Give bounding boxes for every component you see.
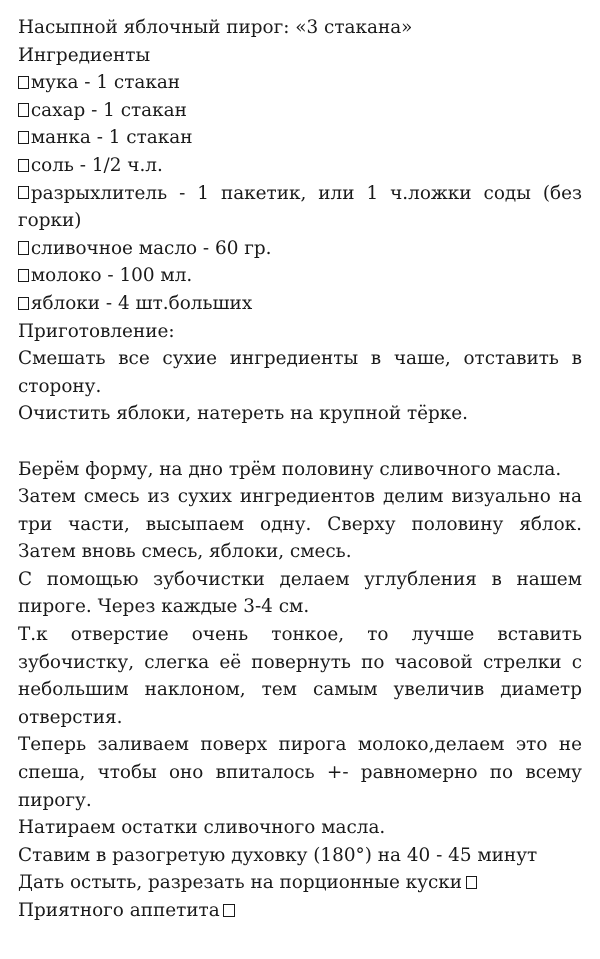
paragraph-spacer: [18, 428, 582, 456]
ingredient-item: соль - 1/2 ч.л.: [18, 152, 582, 180]
preparation-step: Затем смесь из сухих ингредиентов делим визуально на три части, высыпаем одну. Сверху половину яблок. Затем вновь смесь, яблоки, смесь.: [18, 486, 582, 563]
ingredient-item: мука - 1 стакан: [18, 69, 582, 97]
preparation-heading: Приготовление:: [18, 320, 175, 342]
checkbox-icon: [18, 186, 29, 199]
checkbox-icon: [18, 269, 29, 282]
checkbox-icon: [18, 131, 29, 144]
preparation-step: Т.к отверстие очень тонкое, то лучше вставить зубочистку, слегка её повернуть по часовой стрелки с небольшим наклоном, тем самым увеличив диаметр отверстия.: [18, 624, 582, 728]
ingredient-item: яблоки - 4 шт.больших: [18, 290, 582, 318]
checkbox-icon: [18, 159, 29, 172]
checkbox-icon: [223, 904, 234, 917]
checkbox-icon: [18, 76, 29, 89]
preparation-step: Натираем остатки сливочного масла.: [18, 817, 386, 839]
ingredient-item: молоко - 100 мл.: [18, 262, 582, 290]
ingredient-item: сахар - 1 стакан: [18, 97, 582, 125]
ingredient-item: разрыхлитель - 1 пакетик, или 1 ч.ложки соды (без горки): [18, 182, 582, 232]
ingredient-item: сливочное масло - 60 гр.: [18, 235, 582, 263]
checkbox-icon: [18, 297, 29, 310]
preparation-step: Смешать все сухие ингредиенты в чаше, отставить в сторону.: [18, 348, 582, 397]
ingredient-item: манка - 1 стакан: [18, 124, 582, 152]
checkbox-icon: [18, 241, 29, 254]
preparation-step: Берём форму, на дно трём половину сливочного масла.: [18, 458, 562, 480]
checkbox-icon: [18, 103, 29, 116]
preparation-step: Теперь заливаем поверх пирога молоко,делаем это не спеша, чтобы оно впиталось +- равномерно по всему пирогу.: [18, 734, 582, 811]
preparation-step: С помощью зубочистки делаем углубления в нашем пироге. Через каждые 3-4 см.: [18, 568, 582, 618]
recipe-document: [18, 14, 582, 925]
ingredients-heading: Ингредиенты: [18, 44, 151, 66]
preparation-step: Ставим в разогретую духовку (180°) на 40 - 45 минут: [18, 844, 538, 866]
checkbox-icon: [466, 876, 477, 889]
preparation-step: Очистить яблоки, натереть на крупной тёрке.: [18, 403, 468, 425]
recipe-title: Насыпной яблочный пирог: «3 стакана»: [18, 17, 413, 38]
closing-line: Приятного аппетита: [18, 897, 582, 925]
preparation-step: Дать остыть, разрезать на порционные куски: [18, 869, 582, 897]
